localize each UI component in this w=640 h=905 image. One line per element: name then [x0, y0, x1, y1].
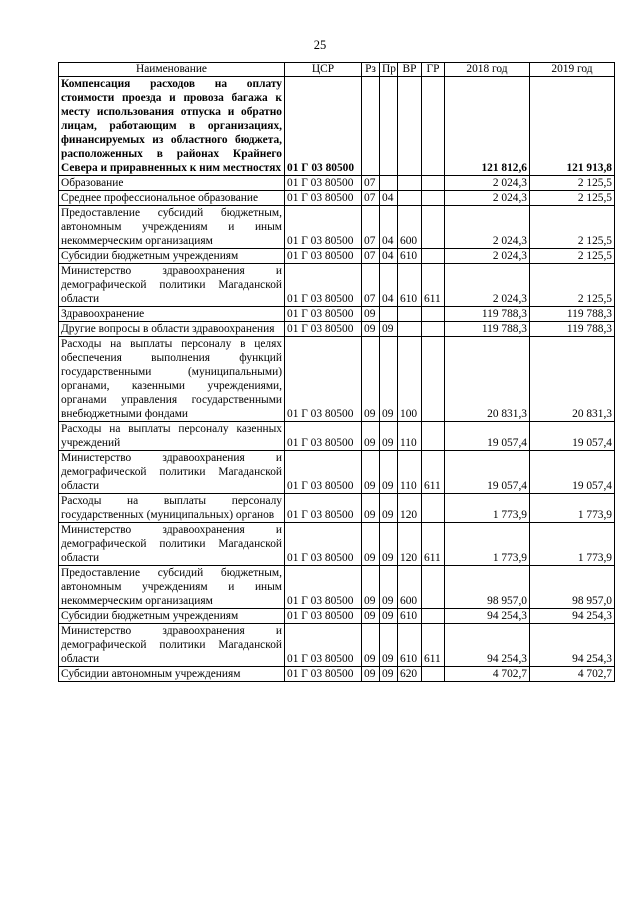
- csr-cell: 01 Г 03 80500: [285, 77, 362, 176]
- name-cell: Министерство здравоохранения и демографической политики Магаданской области: [59, 264, 285, 307]
- header-pr: Пр: [380, 63, 398, 77]
- vr-cell: 110: [398, 422, 422, 451]
- value-2019-cell: 20 831,3: [530, 337, 615, 422]
- value-2019-cell: 4 702,7: [530, 667, 615, 682]
- gr-cell: [422, 206, 445, 249]
- table-row: [59, 206, 615, 249]
- csr-cell: 01 Г 03 80500: [285, 451, 362, 494]
- value-2018-cell: 119 788,3: [445, 307, 530, 322]
- value-2019-cell: 19 057,4: [530, 422, 615, 451]
- pr-cell: 09: [380, 624, 398, 667]
- gr-cell: [422, 337, 445, 422]
- gr-cell: [422, 667, 445, 682]
- pr-cell: 04: [380, 264, 398, 307]
- value-2018-cell: 2 024,3: [445, 191, 530, 206]
- pr-cell: 09: [380, 322, 398, 337]
- rz-cell: 09: [362, 451, 380, 494]
- name-cell: Другие вопросы в области здравоохранения: [59, 322, 285, 337]
- pr-cell: 04: [380, 191, 398, 206]
- value-2018-cell: 94 254,3: [445, 609, 530, 624]
- table-header-row: [59, 63, 615, 77]
- name-cell: Расходы на выплаты персоналу казенных учреждений: [59, 422, 285, 451]
- value-2019-cell: 1 773,9: [530, 494, 615, 523]
- value-2018-cell: 94 254,3: [445, 624, 530, 667]
- gr-cell: 611: [422, 264, 445, 307]
- rz-cell: 09: [362, 624, 380, 667]
- vr-cell: 600: [398, 566, 422, 609]
- value-2019-cell: 119 788,3: [530, 322, 615, 337]
- csr-cell: 01 Г 03 80500: [285, 609, 362, 624]
- header-2018: 2018 год: [445, 63, 530, 77]
- value-2018-cell: 1 773,9: [445, 494, 530, 523]
- pr-cell: [380, 307, 398, 322]
- name-cell: Компенсация расходов на оплату стоимости проезда и провоза багажа к месту использования отпуска и обратно лицам, работающим в организациях, финансируемых из областного бюджета, расположенных в районах Крайнего Севера и приравненных к ним местностях: [59, 77, 285, 176]
- rz-cell: 07: [362, 191, 380, 206]
- table-row: [59, 191, 615, 206]
- pr-cell: 09: [380, 451, 398, 494]
- gr-cell: 611: [422, 624, 445, 667]
- table-row: [59, 451, 615, 494]
- name-cell: Предоставление субсидий бюджетным, автономным учреждениям и иным некоммерческим организациям: [59, 206, 285, 249]
- name-cell: Образование: [59, 176, 285, 191]
- header-csr: ЦСР: [285, 63, 362, 77]
- gr-cell: [422, 307, 445, 322]
- value-2019-cell: 19 057,4: [530, 451, 615, 494]
- table-row: [59, 494, 615, 523]
- value-2018-cell: 2 024,3: [445, 264, 530, 307]
- gr-cell: [422, 322, 445, 337]
- rz-cell: 09: [362, 307, 380, 322]
- table-row: [59, 264, 615, 307]
- gr-cell: [422, 191, 445, 206]
- value-2018-cell: 20 831,3: [445, 337, 530, 422]
- csr-cell: 01 Г 03 80500: [285, 667, 362, 682]
- name-cell: Субсидии бюджетным учреждениям: [59, 609, 285, 624]
- vr-cell: [398, 191, 422, 206]
- rz-cell: 09: [362, 337, 380, 422]
- gr-cell: [422, 249, 445, 264]
- csr-cell: 01 Г 03 80500: [285, 337, 362, 422]
- header-vr: ВР: [398, 63, 422, 77]
- name-cell: Здравоохранение: [59, 307, 285, 322]
- vr-cell: [398, 322, 422, 337]
- name-cell: Предоставление субсидий бюджетным, автономным учреждениям и иным некоммерческим организациям: [59, 566, 285, 609]
- table-row: [59, 77, 615, 176]
- vr-cell: 120: [398, 494, 422, 523]
- rz-cell: 09: [362, 523, 380, 566]
- table-row: [59, 337, 615, 422]
- pr-cell: 09: [380, 523, 398, 566]
- gr-cell: [422, 422, 445, 451]
- rz-cell: 07: [362, 206, 380, 249]
- vr-cell: 610: [398, 609, 422, 624]
- gr-cell: [422, 494, 445, 523]
- vr-cell: 620: [398, 667, 422, 682]
- name-cell: Расходы на выплаты персоналу в целях обеспечения выполнения функций государственными (муниципальными) органами, казенными учреждениями, органами управления государственными внебюджетными фондами: [59, 337, 285, 422]
- gr-cell: [422, 566, 445, 609]
- pr-cell: 09: [380, 337, 398, 422]
- table-row: [59, 422, 615, 451]
- vr-cell: 600: [398, 206, 422, 249]
- rz-cell: 07: [362, 249, 380, 264]
- page-number: 25: [313, 38, 327, 52]
- pr-cell: [380, 77, 398, 176]
- vr-cell: [398, 307, 422, 322]
- name-cell: Субсидии автономным учреждениям: [59, 667, 285, 682]
- value-2019-cell: 94 254,3: [530, 624, 615, 667]
- value-2019-cell: 121 913,8: [530, 77, 615, 176]
- csr-cell: 01 Г 03 80500: [285, 494, 362, 523]
- table-row: [59, 624, 615, 667]
- csr-cell: 01 Г 03 80500: [285, 523, 362, 566]
- pr-cell: 09: [380, 667, 398, 682]
- csr-cell: 01 Г 03 80500: [285, 566, 362, 609]
- value-2018-cell: 19 057,4: [445, 451, 530, 494]
- value-2019-cell: 2 125,5: [530, 264, 615, 307]
- value-2019-cell: 98 957,0: [530, 566, 615, 609]
- rz-cell: 07: [362, 176, 380, 191]
- gr-cell: [422, 176, 445, 191]
- csr-cell: 01 Г 03 80500: [285, 176, 362, 191]
- gr-cell: [422, 77, 445, 176]
- table-row: [59, 176, 615, 191]
- table-row: [59, 249, 615, 264]
- rz-cell: 09: [362, 566, 380, 609]
- value-2019-cell: 2 125,5: [530, 176, 615, 191]
- value-2019-cell: 2 125,5: [530, 206, 615, 249]
- header-name: Наименование: [59, 63, 285, 77]
- csr-cell: 01 Г 03 80500: [285, 191, 362, 206]
- pr-cell: 09: [380, 609, 398, 624]
- pr-cell: [380, 176, 398, 191]
- table-row: [59, 523, 615, 566]
- table-row: [59, 609, 615, 624]
- rz-cell: [362, 77, 380, 176]
- table-body: [59, 77, 615, 682]
- table-row: [59, 322, 615, 337]
- table-row: [59, 307, 615, 322]
- vr-cell: 610: [398, 249, 422, 264]
- csr-cell: 01 Г 03 80500: [285, 322, 362, 337]
- csr-cell: 01 Г 03 80500: [285, 264, 362, 307]
- gr-cell: 611: [422, 451, 445, 494]
- gr-cell: 611: [422, 523, 445, 566]
- vr-cell: 120: [398, 523, 422, 566]
- pr-cell: 09: [380, 494, 398, 523]
- csr-cell: 01 Г 03 80500: [285, 422, 362, 451]
- gr-cell: [422, 609, 445, 624]
- value-2018-cell: 119 788,3: [445, 322, 530, 337]
- budget-table: [58, 62, 615, 682]
- pr-cell: 09: [380, 566, 398, 609]
- vr-cell: 110: [398, 451, 422, 494]
- value-2018-cell: 2 024,3: [445, 206, 530, 249]
- pr-cell: 04: [380, 249, 398, 264]
- value-2018-cell: 19 057,4: [445, 422, 530, 451]
- rz-cell: 09: [362, 667, 380, 682]
- rz-cell: 09: [362, 609, 380, 624]
- value-2018-cell: 2 024,3: [445, 176, 530, 191]
- name-cell: Среднее профессиональное образование: [59, 191, 285, 206]
- rz-cell: 07: [362, 264, 380, 307]
- value-2018-cell: 1 773,9: [445, 523, 530, 566]
- name-cell: Министерство здравоохранения и демографической политики Магаданской области: [59, 523, 285, 566]
- pr-cell: 09: [380, 422, 398, 451]
- value-2019-cell: 119 788,3: [530, 307, 615, 322]
- value-2019-cell: 2 125,5: [530, 249, 615, 264]
- value-2018-cell: 121 812,6: [445, 77, 530, 176]
- header-2019: 2019 год: [530, 63, 615, 77]
- header-rz: Рз: [362, 63, 380, 77]
- value-2018-cell: 2 024,3: [445, 249, 530, 264]
- value-2019-cell: 94 254,3: [530, 609, 615, 624]
- name-cell: Министерство здравоохранения и демографической политики Магаданской области: [59, 624, 285, 667]
- rz-cell: 09: [362, 422, 380, 451]
- table-row: [59, 667, 615, 682]
- value-2019-cell: 2 125,5: [530, 191, 615, 206]
- pr-cell: 04: [380, 206, 398, 249]
- csr-cell: 01 Г 03 80500: [285, 624, 362, 667]
- vr-cell: 610: [398, 624, 422, 667]
- value-2018-cell: 98 957,0: [445, 566, 530, 609]
- csr-cell: 01 Г 03 80500: [285, 307, 362, 322]
- rz-cell: 09: [362, 322, 380, 337]
- name-cell: Министерство здравоохранения и демографической политики Магаданской области: [59, 451, 285, 494]
- name-cell: Субсидии бюджетным учреждениям: [59, 249, 285, 264]
- vr-cell: [398, 176, 422, 191]
- vr-cell: 100: [398, 337, 422, 422]
- vr-cell: 610: [398, 264, 422, 307]
- csr-cell: 01 Г 03 80500: [285, 249, 362, 264]
- vr-cell: [398, 77, 422, 176]
- value-2019-cell: 1 773,9: [530, 523, 615, 566]
- header-gr: ГР: [422, 63, 445, 77]
- table-row: [59, 566, 615, 609]
- value-2018-cell: 4 702,7: [445, 667, 530, 682]
- rz-cell: 09: [362, 494, 380, 523]
- name-cell: Расходы на выплаты персоналу государственных (муниципальных) органов: [59, 494, 285, 523]
- csr-cell: 01 Г 03 80500: [285, 206, 362, 249]
